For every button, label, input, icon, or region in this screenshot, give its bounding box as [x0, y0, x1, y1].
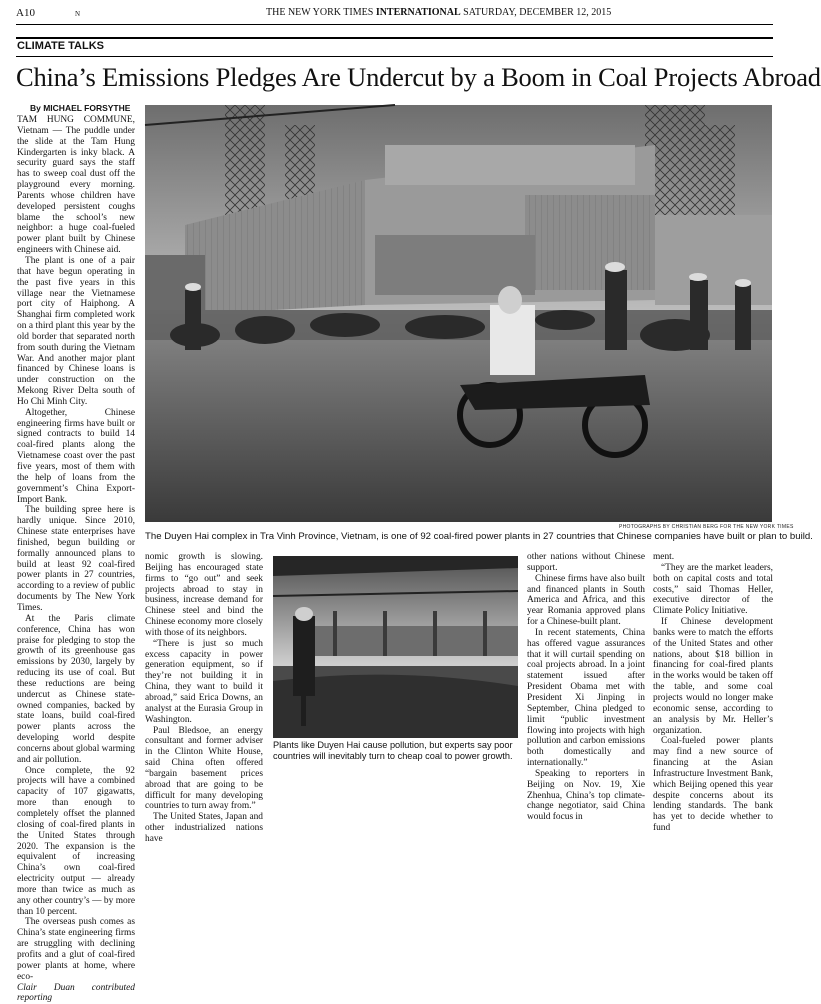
- woman-near-plant-photo-illustration: [273, 556, 518, 738]
- article-column-4: [653, 552, 773, 752]
- paragraph: The building spree here is hardly unique. Since 2010, Chinese state enterprises have finished, begun building or formally announced plans to build at least 92 coal-fired power plants in 27 countries, according to a review of public documents by The New York Times.: [17, 505, 135, 613]
- paragraph: Paul Bledsoe, an energy consultant and former adviser in the Clinton White House, said China often offered “bargain basement prices abroad that are going to be difficult for many developing countries to turn away from.”: [145, 726, 263, 813]
- headline: China’s Emissions Pledges Are Undercut by a Boom in Coal Projects Abroad: [16, 62, 774, 93]
- paragraph: other nations without Chinese support.: [527, 552, 645, 574]
- masthead-line: [266, 7, 611, 18]
- paragraph: nomic growth is slowing. Beijing has encouraged state firms to “go out” and seek projects abroad to stay in business, increase demand for Chinese steel and bind the Chinese economy more closely with those of its neighbors.: [145, 552, 263, 639]
- article-column-2: [145, 552, 263, 752]
- header-rule: [16, 24, 773, 25]
- photo-credit: PHOTOGRAPHS BY CHRISTIAN BERG FOR THE NEW YORK TIMES: [619, 524, 794, 530]
- second-photo: [273, 556, 518, 738]
- masthead-section: INTERNATIONAL: [376, 7, 461, 18]
- page-number: A10: [16, 7, 35, 19]
- second-photo-caption-line-2: countries will inevitably turn to cheap coal to power growth.: [273, 751, 513, 761]
- masthead-date: SATURDAY, DECEMBER 12, 2015: [461, 7, 612, 18]
- main-photo: [145, 105, 772, 522]
- paragraph: Once complete, the 92 projects will have a combined capacity of 107 gigawatts, more than enough to completely offset the planned closing of coal-fired plants in the United States through 2020. The expansion is the equivalent of increasing China’s own coal-fired electricity output — already more than twice as much as any other country’s — by more than 10 percent.: [17, 766, 135, 918]
- paragraph: Speaking to reporters in Beijing on Nov. 19, Xie Zhenhua, China’s top climate-change negotiator, said China would focus in: [527, 769, 645, 823]
- power-plant-photo-illustration: [145, 105, 772, 522]
- paragraph: “They are the market leaders, both on capital costs and total costs,” said Thomas Heller, executive director of the Climate Policy Initiative.: [653, 563, 773, 617]
- paragraph: At the Paris climate conference, China has won praise for pledging to stop the growth of its greenhouse gas emissions by 2030, largely by reducing its use of coal. But these reductions are being undercut as Chinese state-owned companies, backed by state loans, build coal-fired power plants across the developing world despite concerns about global warming and air pollution.: [17, 614, 135, 766]
- article-column-1: [17, 115, 135, 752]
- contributor-note: Clair Duan contributed reporting: [17, 983, 135, 1004]
- paragraph: The overseas push comes as China’s state engineering firms are struggling with declining profits and a glut of coal-fired power plants at home, where eco-: [17, 917, 135, 982]
- section-kicker: CLIMATE TALKS: [17, 40, 104, 52]
- paragraph: TAM HUNG COMMUNE, Vietnam — The puddle under the slide at the Tam Hung Kindergarten is inky black. A security guard says the staff has to sweep coal dust off the playground every morning. Parents whose children have developed persistent coughs blame the school’s new neighbor: a huge coal-fueled power plant built by Chinese engineers with Chinese aid.: [17, 115, 135, 256]
- paragraph: Chinese firms have also built and financed plants in South America and Africa, and this year Romania approved plans for a Chinese-built plant.: [527, 574, 645, 628]
- paragraph: ment.: [653, 552, 773, 563]
- main-photo-caption: The Duyen Hai complex in Tra Vinh Province, Vietnam, is one of 92 coal-fired power plants in 27 countries that Chinese companies have built or plan to build.: [145, 531, 813, 542]
- paragraph: In recent statements, China has offered vague assurances that it will curtail spending on coal projects abroad. In a joint statement issued after President Obama met with President Xi Jinping in September, China pledged to limit “public investment flowing into projects with high pollution and carbon emissions both domestically and internationally.”: [527, 628, 645, 769]
- masthead-paper: THE NEW YORK TIMES: [266, 7, 376, 18]
- paragraph: Coal-fueled power plants may find a new source of financing at the Asian Infrastructure Investment Bank, which Beijing opened this year despite concerns about its lending standards. The bank has yet to decide whether to fund: [653, 736, 773, 834]
- paragraph: Altogether, Chinese engineering firms have built or signed contracts to build 14 coal-fired plants along the Vietnamese coast over the past five years, most of them with the help of loans from the government’s China Export-Import Bank.: [17, 408, 135, 506]
- kicker-bottom-rule: [16, 56, 773, 57]
- second-photo-caption-line-1: Plants like Duyen Hai cause pollution, but experts say poor: [273, 740, 513, 750]
- kicker-rule: [16, 37, 773, 39]
- paragraph: The United States, Japan and other industrialized nations have: [145, 812, 263, 845]
- page-marker: N: [75, 10, 80, 18]
- paragraph: If Chinese development banks were to match the efforts of the United States and other nations, about $18 billion in financing for coal-fired plants in the works would be taken off the table, and some coal projects would no longer make economic sense, according to an analysis by Mr. Heller’s organization.: [653, 617, 773, 736]
- paragraph: “There is just so much excess capacity in power generation equipment, so if they’re not building it in China, they want to build it abroad,” said Erica Downs, an analyst at the Eurasia Group in Washington.: [145, 639, 263, 726]
- article-column-3: [527, 552, 645, 752]
- paragraph: The plant is one of a pair that have begun operating in the past five years in this village near the Vietnamese port city of Haiphong. A Shanghai firm completed work on a third plant this year by the old border that separated north from south during the Vietnam War. And another major plant financed by Chinese loans is under construction on the Mekong River Delta south of Ho Chi Minh City.: [17, 256, 135, 408]
- byline: By MICHAEL FORSYTHE: [30, 103, 130, 113]
